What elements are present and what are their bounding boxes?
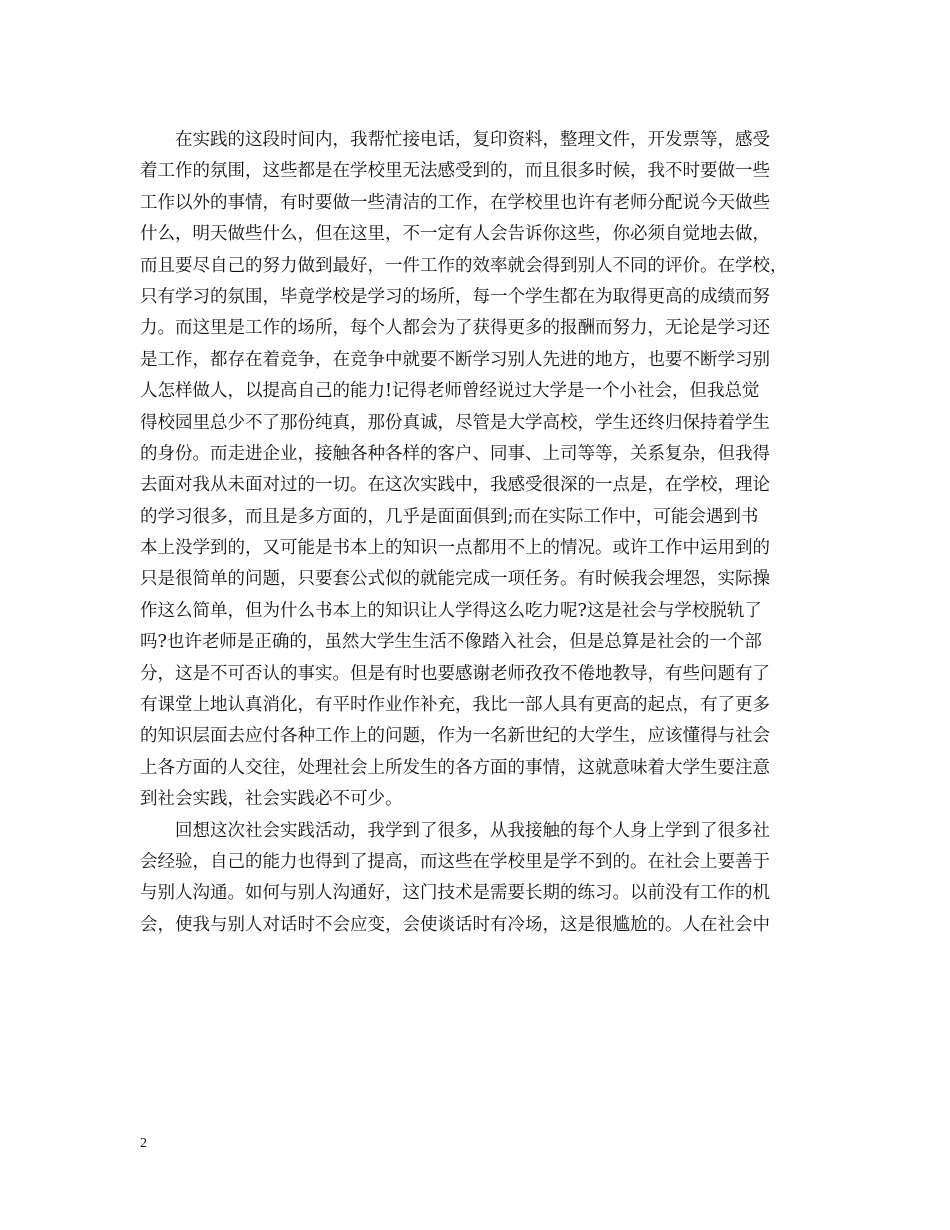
page-number: 2 [140, 1136, 147, 1151]
text-line: 的身份。而走进企业，接触各种各样的客户、同事、上司等等，关系复杂，但我得 [140, 443, 770, 464]
text-line: 吗?也许老师是正确的，虽然大学生生活不像踏入社会，但是总算是社会的一个部 [140, 632, 762, 653]
text-line: 作这么简单，但为什么书本上的知识让人学得这么吃力呢?这是社会与学校脱轨了 [140, 600, 762, 621]
text-line: 人怎样做人，以提高自己的能力!记得老师曾经说过大学是一个小社会，但我总觉 [140, 381, 760, 402]
text-line: 与别人沟通。如何与别人沟通好，这门技术是需要长期的练习。以前没有工作的机 [140, 883, 770, 904]
text-line: 有课堂上地认真消化，有平时作业作补充，我比一部人具有更高的起点，有了更多 [140, 695, 770, 716]
text-line: 到社会实践，社会实践必不可少。 [140, 789, 403, 810]
text-line: 着工作的氛围，这些都是在学校里无法感受到的，而且很多时候，我不时要做一些 [140, 161, 770, 182]
text-line: 的知识层面去应付各种工作上的问题，作为一名新世纪的大学生，应该懂得与社会 [140, 726, 770, 747]
text-line: 只是很简单的问题，只要套公式似的就能完成一项任务。有时候我会埋怨，实际操 [140, 569, 770, 590]
text-line: 会经验，自己的能力也得到了提高，而这些在学校里是学不到的。在社会上要善于 [140, 851, 770, 872]
text-line: 力。而这里是工作的场所，每个人都会为了获得更多的报酬而努力，无论是学习还 [140, 318, 770, 339]
text-line: 是工作，都存在着竞争，在竞争中就要不断学习别人先进的地方，也要不断学习别 [140, 349, 770, 370]
text-line: 工作以外的事情，有时要做一些清洁的工作，在学校里也许有老师分配说今天做些 [140, 192, 770, 213]
text-line: 会，使我与别人对话时不会应变，会使谈话时有冷场，这是很尴尬的。人在社会中 [140, 914, 770, 935]
text-line: 本上没学到的，又可能是书本上的知识一点都用不上的情况。或许工作中运用到的 [140, 538, 770, 559]
text-line: 分，这是不可否认的事实。但是有时也要感谢老师孜孜不倦地教导，有些问题有了 [140, 663, 770, 684]
text-line: 在实践的这段时间内，我帮忙接电话，复印资料，整理文件，开发票等，感受 [140, 130, 770, 150]
text-line: 上各方面的人交往，处理社会上所发生的各方面的事情，这就意味着大学生要注意 [140, 757, 770, 778]
text-line: 只有学习的氛围，毕竟学校是学习的场所，每一个学生都在为取得更高的成绩而努 [140, 286, 770, 307]
text-line: 什么，明天做些什么，但在这里，不一定有人会告诉你这些，你必须自觉地去做， [140, 224, 770, 245]
text-line: 回想这次社会实践活动，我学到了很多，从我接触的每个人身上学到了很多社 [140, 820, 770, 841]
text-line: 而且要尽自己的努力做到最好，一件工作的效率就会得到别人不同的评价。在学校， [140, 255, 788, 276]
text-line: 得校园里总少不了那份纯真，那份真诚，尽管是大学高校，学生还终归保持着学生 [140, 412, 770, 433]
body-text [140, 125, 820, 941]
text-line: 去面对我从未面对过的一切。在这次实践中，我感受很深的一点是，在学校，理论 [140, 475, 770, 496]
text-line: 的学习很多，而且是多方面的，几乎是面面俱到;而在实际工作中，可能会遇到书 [140, 506, 759, 527]
